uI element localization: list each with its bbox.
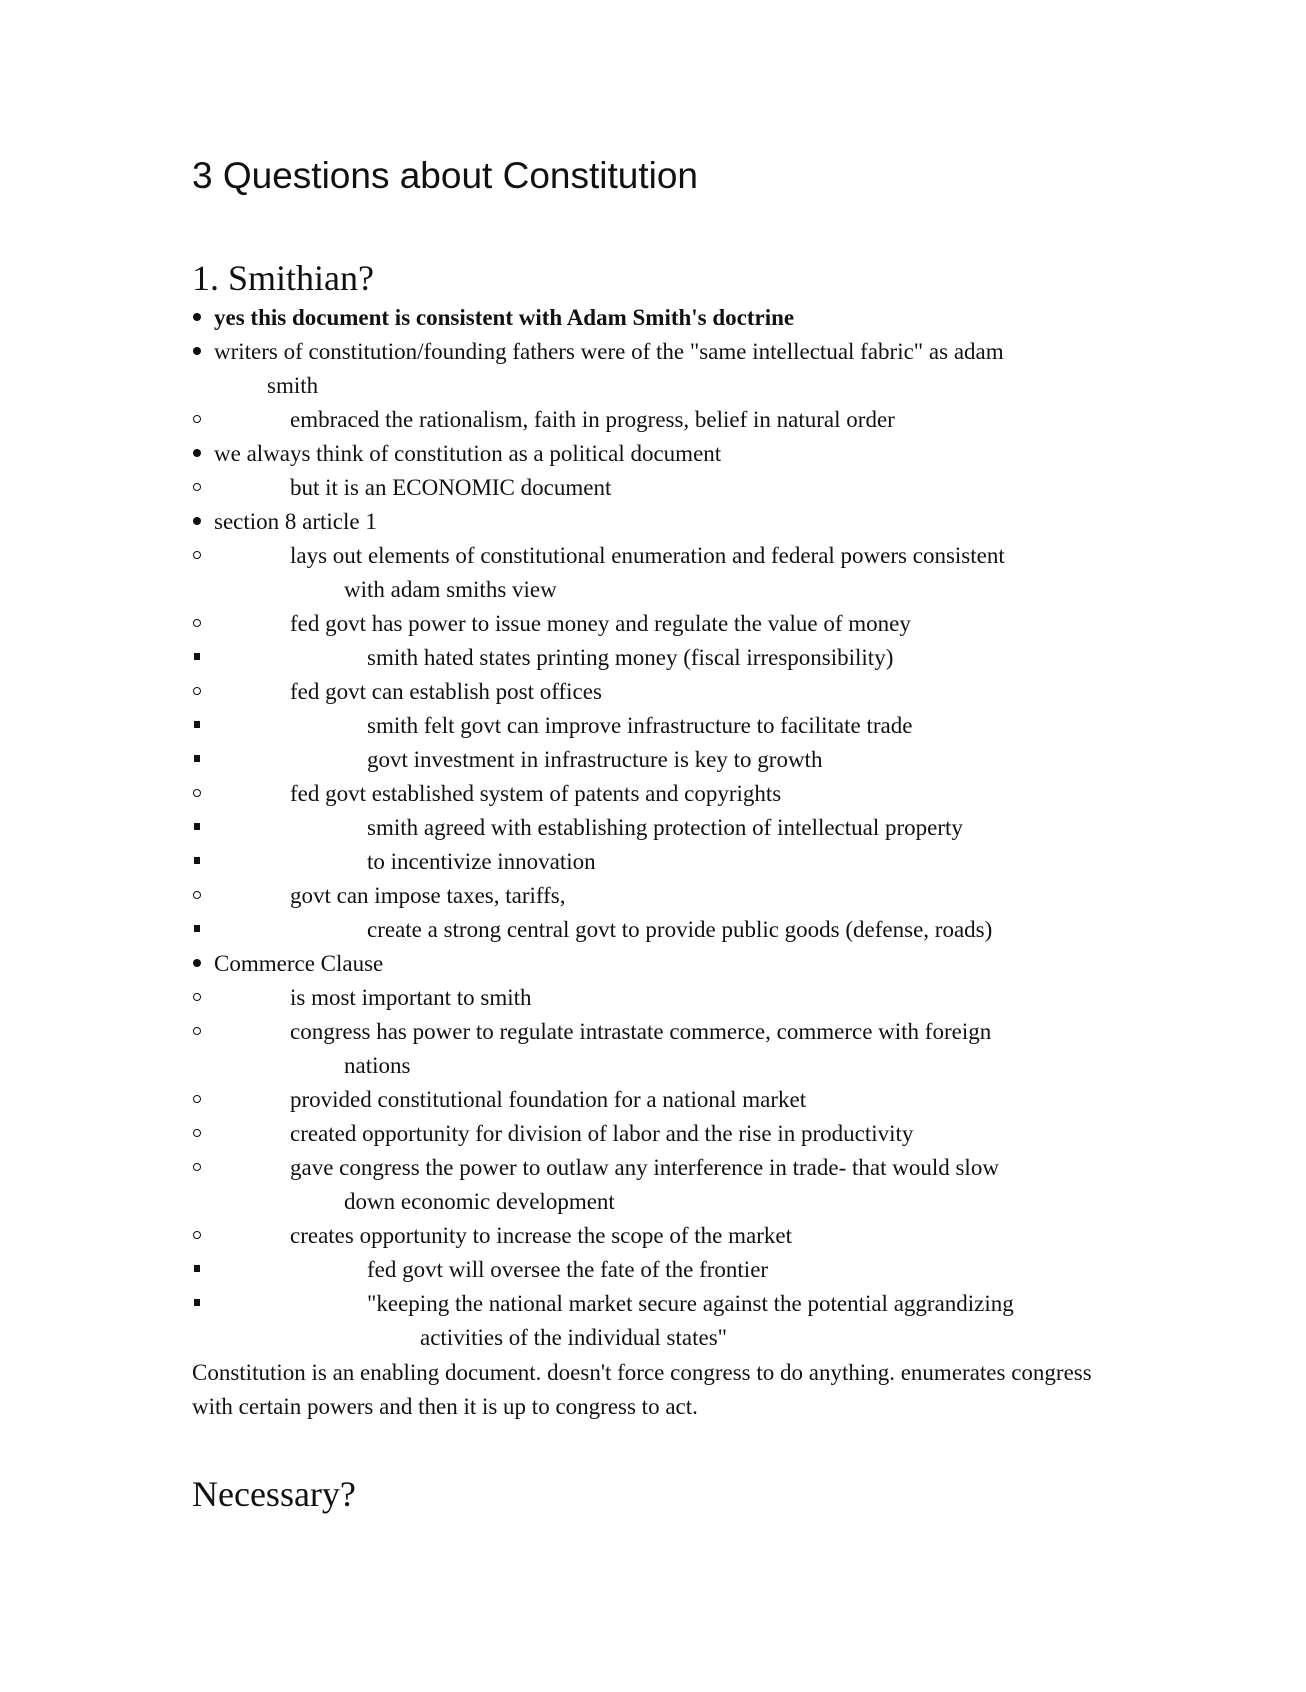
list-item (0, 1287, 1306, 1321)
summary-paragraph: Constitution is an enabling document. doesn't force congress to do anything. enumerates congress with certain powers and then it is up to congress to act. (192, 1360, 1092, 1419)
circle-bullet-icon (193, 687, 201, 695)
disc-bullet-icon (193, 517, 201, 525)
list-item-text: created opportunity for division of labor and the rise in productivity (290, 1121, 914, 1146)
list-item-text: govt can impose taxes, tariffs, (290, 883, 566, 908)
list-item (0, 641, 1306, 675)
list-item (0, 335, 1306, 369)
square-bullet-icon (194, 857, 200, 864)
list-item-text: yes this document is consistent with Adam Smith's doctrine (214, 305, 795, 330)
circle-bullet-icon (193, 483, 201, 491)
square-bullet-icon (194, 721, 200, 728)
list-item (0, 1117, 1306, 1151)
list-item-text: section 8 article 1 (214, 509, 377, 534)
list-item (0, 947, 1306, 981)
section-heading-necessary: Necessary? (192, 1474, 356, 1514)
list-item-text: "keeping the national market secure against the potential aggrandizing (367, 1291, 1014, 1316)
circle-bullet-icon (193, 1095, 201, 1103)
list-item (0, 675, 1306, 709)
disc-bullet-icon (193, 347, 201, 355)
circle-bullet-icon (193, 1027, 201, 1035)
document-title: 3 Questions about Constitution (192, 155, 698, 196)
list-item-continuation: smith (267, 373, 319, 398)
square-bullet-icon (194, 823, 200, 830)
circle-bullet-icon (193, 1231, 201, 1239)
list-item (0, 777, 1306, 811)
disc-bullet-icon (193, 959, 201, 967)
list-item (0, 1219, 1306, 1253)
list-item-text: lays out elements of constitutional enumeration and federal powers consistent (290, 543, 1005, 568)
list-item-continuation: down economic development (344, 1189, 615, 1214)
list-item (0, 607, 1306, 641)
list-item (0, 981, 1306, 1015)
list-item-text: smith agreed with establishing protection of intellectual property (367, 815, 963, 840)
list-item-text: congress has power to regulate intrastate commerce, commerce with foreign (290, 1019, 992, 1044)
list-item-text: to incentivize innovation (367, 849, 596, 874)
list-item-continuation: with adam smiths view (344, 577, 557, 602)
list-item (0, 471, 1306, 505)
circle-bullet-icon (193, 993, 201, 1001)
list-item-text: gave congress the power to outlaw any interference in trade- that would slow (290, 1155, 999, 1180)
circle-bullet-icon (193, 891, 201, 899)
list-item (0, 437, 1306, 471)
list-item-text: creates opportunity to increase the scope of the market (290, 1223, 792, 1248)
list-item-continuation: activities of the individual states" (420, 1325, 728, 1350)
list-item (0, 879, 1306, 913)
list-item (0, 301, 1306, 335)
list-item-text: fed govt has power to issue money and regulate the value of money (290, 611, 911, 636)
list-item (0, 1015, 1306, 1049)
list-item-text: provided constitutional foundation for a national market (290, 1087, 807, 1112)
list-item (0, 709, 1306, 743)
list-item-text: smith felt govt can improve infrastructure to facilitate trade (367, 713, 913, 738)
square-bullet-icon (194, 1265, 200, 1272)
list-item-text: fed govt can establish post offices (290, 679, 602, 704)
circle-bullet-icon (193, 1163, 201, 1171)
square-bullet-icon (194, 1299, 200, 1306)
list-item-text: smith hated states printing money (fiscal irresponsibility) (367, 645, 894, 670)
list-item (0, 1083, 1306, 1117)
list-item (0, 743, 1306, 777)
list-item-text: Commerce Clause (214, 951, 384, 976)
list-item-text: is most important to smith (290, 985, 532, 1010)
circle-bullet-icon (193, 789, 201, 797)
list-item (0, 403, 1306, 437)
list-item (0, 539, 1306, 573)
list-item (0, 1151, 1306, 1185)
circle-bullet-icon (193, 619, 201, 627)
disc-bullet-icon (193, 449, 201, 457)
list-item-continuation: nations (344, 1053, 411, 1078)
list-item-text: but it is an ECONOMIC document (290, 475, 612, 500)
list-item (0, 913, 1306, 947)
list-item-text: embraced the rationalism, faith in progress, belief in natural order (290, 407, 895, 432)
list-item-text: govt investment in infrastructure is key to growth (367, 747, 823, 772)
circle-bullet-icon (193, 415, 201, 423)
section-heading-smithian: 1. Smithian? (192, 258, 374, 298)
list-item-text: we always think of constitution as a political document (214, 441, 722, 466)
square-bullet-icon (194, 925, 200, 932)
list-item-text: fed govt established system of patents and copyrights (290, 781, 782, 806)
list-item-text: writers of constitution/founding fathers were of the "same intellectual fabric" as adam (214, 339, 1004, 364)
disc-bullet-icon (193, 313, 201, 321)
circle-bullet-icon (193, 1129, 201, 1137)
circle-bullet-icon (193, 551, 201, 559)
square-bullet-icon (194, 755, 200, 762)
list-item-text: fed govt will oversee the fate of the frontier (367, 1257, 769, 1282)
list-item (0, 811, 1306, 845)
list-item (0, 505, 1306, 539)
list-item (0, 1253, 1306, 1287)
list-item-text: create a strong central govt to provide public goods (defense, roads) (367, 917, 993, 942)
list-item (0, 845, 1306, 879)
square-bullet-icon (194, 653, 200, 660)
